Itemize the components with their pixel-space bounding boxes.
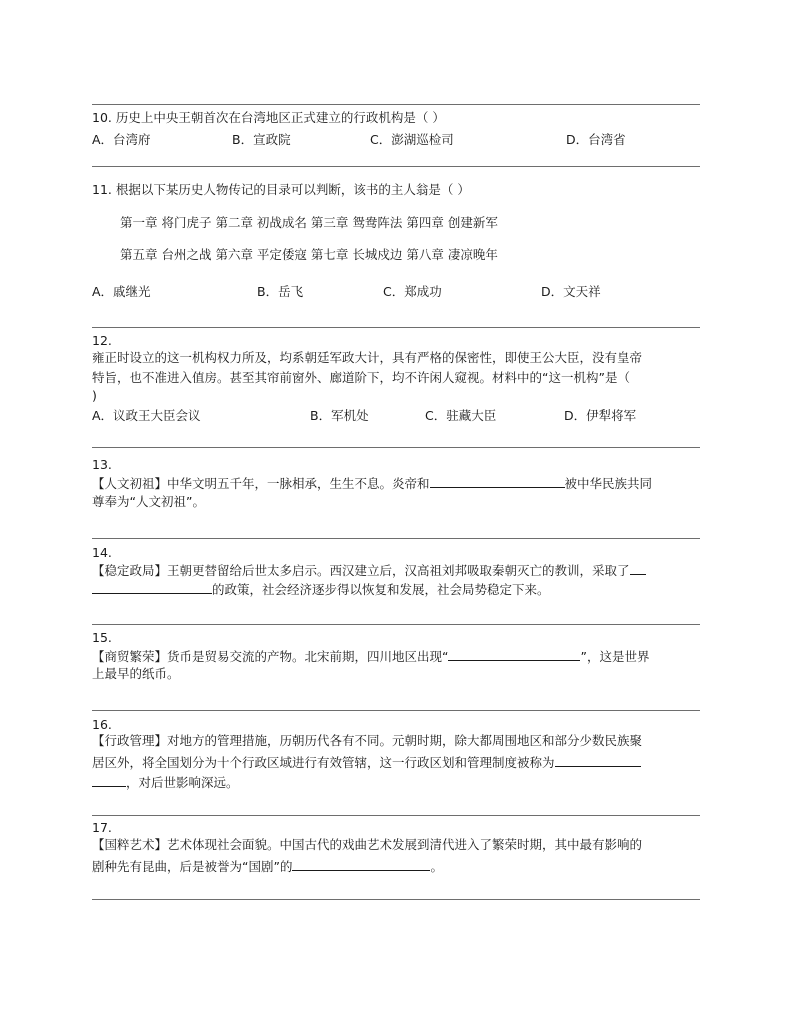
q17-text-after: 。 [430, 859, 443, 874]
q13-answer-blank[interactable] [430, 473, 565, 488]
q11-option-b: B．岳飞 [257, 284, 304, 299]
divider [92, 899, 700, 900]
q13-text-after: 被中华民族共同 [564, 476, 653, 491]
divider [92, 815, 700, 816]
q15-text-before: 【商贸繁荣】货币是贸易交流的产物。北宋前期，四川地区出现“ [92, 649, 449, 664]
q16-line-3 [92, 772, 700, 792]
q10-option-d: D．台湾省 [566, 132, 626, 147]
q10-option-b: B．宣政院 [232, 132, 291, 147]
divider [92, 104, 700, 105]
q12-option-d: D．伊犁将军 [564, 408, 637, 423]
divider [92, 166, 700, 167]
q15-line-1 [92, 646, 700, 666]
q14-line-1 [92, 560, 700, 580]
q12-option-a: A．议政王大臣会议 [92, 408, 201, 423]
q14-answer-blank[interactable] [92, 579, 212, 594]
q16-answer-blank-end[interactable] [92, 772, 126, 787]
q11-stem: 11. 根据以下某历史人物传记的目录可以判断，该书的主人翁是（ ） [92, 182, 470, 197]
q11-option-d: D．文天祥 [541, 284, 601, 299]
q10-option-c: C．澎湖巡检司 [370, 132, 454, 147]
q12-line-1: 雍正时设立的这一机构权力所及，均系朝廷军政大计，具有严格的保密性，即使王公大臣，没有皇帝 [92, 350, 643, 365]
q16-number: 16. [92, 717, 112, 732]
q12-line-3: ) [92, 388, 97, 403]
divider [92, 538, 700, 539]
q12-number: 12. [92, 333, 112, 348]
q12-option-b: B．军机处 [310, 408, 369, 423]
q15-text-after: ”，这是世界 [580, 649, 650, 664]
q11-toc-line-1: 第一章 将门虎子 第二章 初战成名 第三章 鸳鸯阵法 第四章 创建新军 [120, 215, 498, 230]
divider [92, 710, 700, 711]
q14-text-after: 的政策，社会经济逐步得以恢复和发展，社会局势稳定下来。 [212, 582, 550, 597]
divider [92, 624, 700, 625]
q14-line-2 [92, 579, 700, 599]
q11-option-a: A．戚继光 [92, 284, 151, 299]
divider [92, 447, 700, 448]
divider [92, 327, 700, 328]
q15-answer-blank[interactable] [448, 646, 580, 661]
q17-answer-blank[interactable] [292, 856, 430, 871]
q14-answer-blank-start[interactable] [630, 560, 646, 575]
q14-number: 14. [92, 545, 112, 560]
q11-toc-line-2: 第五章 台州之战 第六章 平定倭寇 第七章 长城戍边 第八章 凄凉晚年 [120, 247, 498, 262]
q13-line-2: 尊奉为“人文初祖”。 [92, 494, 205, 509]
q13-line-1 [92, 473, 700, 493]
q12-option-c: C．驻藏大臣 [425, 408, 497, 423]
q15-line-2: 上最早的纸币。 [92, 666, 180, 681]
q17-line-2 [92, 856, 700, 876]
q10-option-a: A．台湾府 [92, 132, 151, 147]
q16-text-after: ，对后世影响深远。 [126, 775, 239, 790]
q16-line-1: 【行政管理】对地方的管理措施，历朝历代各有不同。元朝时期，除大都周围地区和部分少数民族聚 [92, 733, 643, 748]
q16-answer-blank[interactable] [555, 752, 641, 767]
q14-text-before: 【稳定政局】王朝更替留给后世太多启示。西汉建立后，汉高祖刘邦吸取秦朝灭亡的教训，采取了 [92, 563, 630, 578]
q16-text-before: 居区外，将全国划分为十个行政区域进行有效管辖，这一行政区划和管理制度被称为 [92, 755, 555, 770]
q17-number: 17. [92, 820, 112, 835]
q15-number: 15. [92, 630, 112, 645]
q11-option-c: C．郑成功 [383, 284, 442, 299]
q13-number: 13. [92, 457, 112, 472]
q10-stem: 10. 历史上中央王朝首次在台湾地区正式建立的行政机构是（ ） [92, 110, 445, 125]
q12-line-2: 特旨，也不准进入值房。甚至其帘前窗外、廊道阶下，均不许闲人窥视。材料中的“这一机构”是（ [92, 370, 630, 385]
q16-line-2 [92, 752, 700, 772]
q17-text-before: 剧种先有昆曲，后是被誉为“国剧”的 [92, 859, 293, 874]
q17-line-1: 【国粹艺术】艺术体现社会面貌。中国古代的戏曲艺术发展到清代进入了繁荣时期，其中最有影响的 [92, 837, 643, 852]
q13-text-before: 【人文初祖】中华文明五千年，一脉相承，生生不息。炎帝和 [92, 476, 430, 491]
